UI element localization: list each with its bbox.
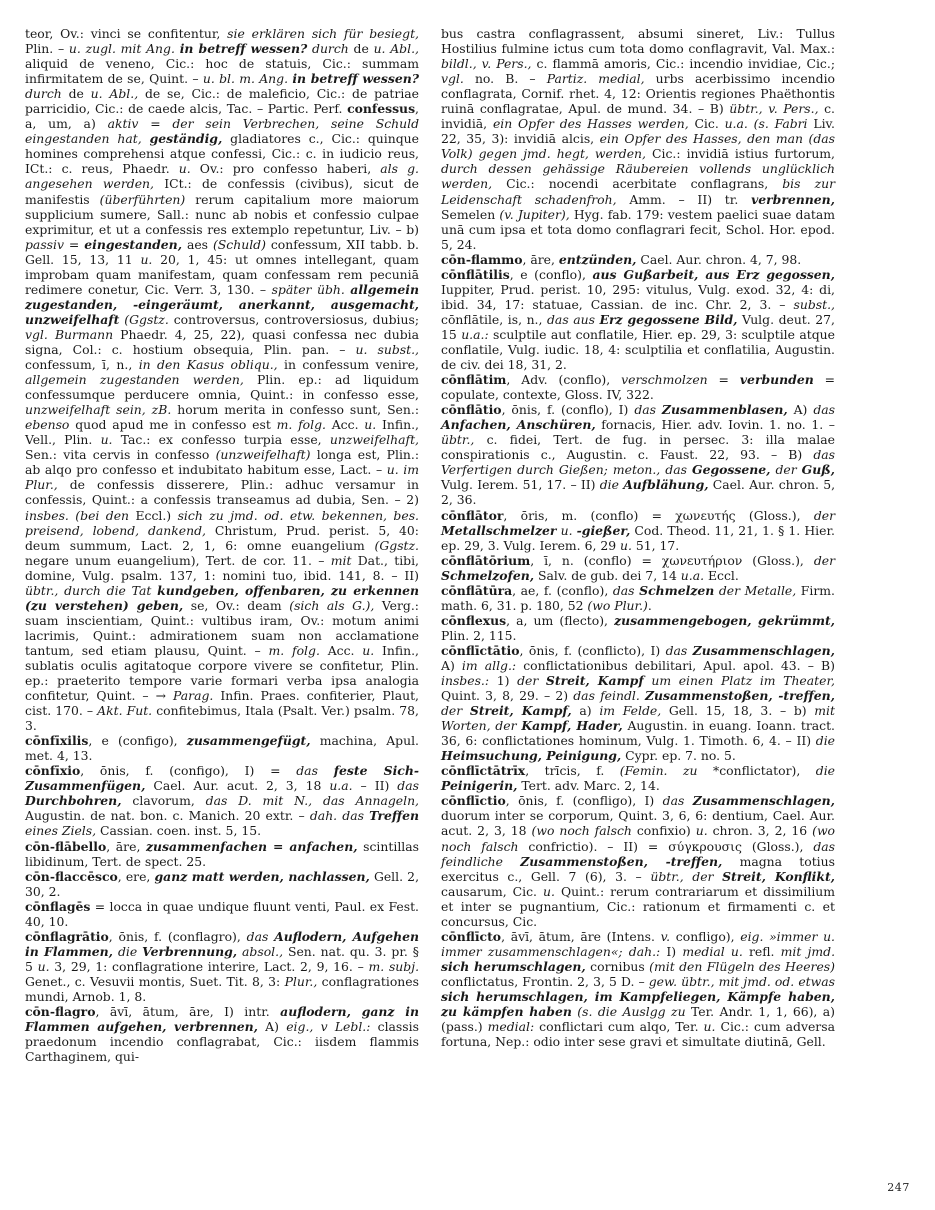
page-number: 247 [887, 1181, 910, 1194]
dictionary-entry: cōnflīctātio, ōnis, f. (conflicto), I) das Zusammenschlagen, A) im allg.: conflictationibus debilitari, Apul. apol. 43. – B) insbes.: 1) der Streit, Kampf um einen Platz im Theater, Quint. 3, 8, 29. – 2) das feindl. Zusammenstoßen, -treffen, der Streit, Kampf, a) im Felde, Gell. 15, 18, 3. – b) mit Worten, der Kampf, Hader, Augustin. in euang. Ioann. tract. 36, 6: conflictationes hominum, Vulg. 1. Timoth. 6, 4. – II) die Heimsuchung, Peinigung, Cypr. ep. 7. no. 5. [441, 642, 835, 764]
dictionary-entry: bus castra conflagrassent, absumi sineret, Liv.: Tullus Hostilius fulmine ictus cum tota domo conflagravit, Val. Max.: bildl., v. Pers., c. flammā amoris, Cic.: incendio invidiae, Cic.; vgl. no. B. – Partiz. medial, urbs acerbissimo incendio conflagrata, Cornif. rhet. 4, 12: Orientis regiones Phaëthontis ruinā conflagratae, Apul. de mund. 34. – B) übtr., v. Pers., c. invidiā, ein Opfer des Hasses werden, Cic. u.a. (s. Fabri Liv. 22, 35, 3): invidiā alcis, ein Opfer des Hasses, den man (das Volk) gegen jmd. hegt, werden, Cic.: invidiā istius furtorum, durch dessen gehässige Räubereien vollends unglücklich werden, Cic.: nocendi acerbitate conflagrans, bis zur Leidenschaft schadenfroh, Amm. – II) tr. verbrennen, Semelen (v. Jupiter), Hyg. fab. 179: vestem paelici suae datam unā cum ipsa et tota domo conflagrari fecit, Schol. Hor. epod. 5, 24. [441, 26, 836, 252]
dictionary-entry: cōnfīxilis, e (configo), zusammengefügt, machina, Apul. met. 4, 13. [25, 733, 419, 764]
left-column [25, 26, 419, 1064]
dictionary-entry: cōnflātim, Adv. (conflo), verschmolzen = verbunden = copulate, contexte, Gloss. IV, 322. [441, 372, 836, 403]
dictionary-entry: cōnflīctio, ōnis, f. (confligo), I) das Zusammenschlagen, duorum inter se corporum, Quint. 3, 6, 6: dentium, Cael. Aur. acut. 2, 3, 18 (wo noch falsch confixio) u. chron. 3, 2, 16 (wo noch falsch confrictio). – II) = σύγκρουσις (Gloss.), das feindliche Zusammenstoßen, -treffen, magna totius exercitus c., Gell. 7 (6), 3. – übtr., der Streit, Konflikt, causarum, Cic. u. Quint.: rerum contrariarum et dissimilium et inter se pugnantium, Cic.: rationum et firmamenti c. et concursus, Cic. [441, 793, 836, 929]
dictionary-entry: cōnflīcto, āvī, ātum, āre (Intens. v. confligo), eig. »immer u. immer zusammenschlagen«; dah.: I) medial u. refl. mit jmd. sich herumschlagen, cornibus (mit den Flügeln des Heeres) conflictatus, Frontin. 2, 3, 5 D. – gew. übtr., mit jmd. od. etwas sich herumschlagen, im Kampfeliegen, Kämpfe haben, zu kämpfen haben (s. die Auslgg zu Ter. Andr. 1, 1, 66), a) (pass.) medial: conflictari cum alqo, Ter. u. Cic.: cum adversa fortuna, Nep.: odio inter sese gravi et simultate diutinā, Gell. [441, 928, 836, 1050]
dictionary-entry: cōn-flammo, āre, entzünden, Cael. Aur. chron. 4, 7, 98. [441, 251, 802, 267]
dictionary-entry: cōnflātilis, e (conflo), aus Gußarbeit, aus Erz gegossen, Iuppiter, Prud. perist. 10, 295: vitulus, Vulg. exod. 32, 4: di, ibid. 34, 17: statuae, Cassian. de inc. Chr. 2, 3. – subst., cōnflātile, is, n., das aus Erz gegossene Bild, Vulg. deut. 27, 15 u.a.: sculptile aut conflatile, Hier. ep. 29, 3: sculptile atque conflatile, Vulg. iudic. 18, 4: sculptilia et conflatilia, Augustin. de civ. dei 18, 31, 2. [441, 266, 835, 373]
dictionary-entry: cōnflagēs = locca in quae undique fluunt venti, Paul. ex Fest. 40, 10. [25, 898, 419, 929]
dictionary-entry: cōnfīxio, ōnis, f. (configo), I) = das feste Sich-Zusammenfügen, Cael. Aur. acut. 2, 3, 18 u.a. – II) das Durchbohren, clavorum, das D. mit N., das Annageln, Augustin. de nat. bon. c. Manich. 20 extr. – dah. das Treffen eines Ziels, Cassian. coen. inst. 5, 15. [25, 763, 419, 839]
dictionary-entry: cōnflīctātrīx, trīcis, f. (Femin. zu *conflictator), die Peinigerin, Tert. adv. Marc. 2, 14. [441, 763, 835, 794]
dictionary-entry: teor, Ov.: vinci se confitentur, sie erklären sich für besiegt, Plin. – u. zugl. mit Ang. in betreff wessen? durch de u. Abl., aliquid de veneno, Cic.: hoc de statuis, Cic.: summam infirmitatem de se, Quint. – u. bl. m. Ang. in betreff wessen? durch de u. Abl., de se, Cic.: de maleficio, Cic.: de patriae parricidio, Cic.: de caede alcis, Tac. – Partic. Perf. confessus, a, um, a) aktiv = der sein Verbrechen, seine Schuld eingestanden hat, geständig, gladiatores c., Cic.: quinque homines comprehensi atque confessi, Cic.: c. in iudicio reus, ICt.: c. reus, Phaedr. u. Ov.: pro confesso haberi, als g. angesehen werden, ICt.: de confessis (civibus), sicut de manifestis (überführten) rerum capitalium more maiorum supplicium sumere, Sall.: nunc ab nobis et confessio culpae exprimitur, et ut a confessis res extemplo repetuntur, Liv. – b) passiv = eingestanden, aes (Schuld) confessum, XII tabb. b. Gell. 15, 13, 11 u. 20, 1, 45: ut omnes intellegant, quam improbam quam manifestam, quam confessam rem pecuniā redimere conetur, Cic. Verr. 3, 130. – später übh. allgemein zugestanden, -eingeräumt, anerkannt, ausgemacht, unzweifelhaft (Ggstz. controversus, controversiosus, dubius; vgl. Burmann Phaedr. 4, 25, 22), quasi confessa nec dubia signa, Col.: c. hostium obsequia, Plin. pan. – u. subst., confessum, ī, n., in den Kasus obliqu., in confessum venire, allgemein zugestanden werden, Plin. ep.: ad liquidum confessumque perducere omnia, Quint.: in confesso esse, unzweifelhaft sein, zB. horum merita in confesso sunt, Sen.: ebenso quod apud me in confesso est m. folg. Acc. u. Infin., Vell., Plin. u. Tac.: ex confesso turpia esse, unzweifelhaft, Sen.: vita cervis in confesso (unzweifelhaft) longa est, Plin.: ab alqo pro confesso et indubitato habitum esse, Lact. – u. im Plur., de confessis disserere, Plin.: adhuc versamur in confessis, Quint.: a confessis transeamus ad dubia, Sen. – 2) insbes. (bei den Eccl.) sich zu jmd. od. etw. bekennen, bes. preisend, lobend, dankend, Christum, Prud. perist. 5, 40: deum summum, Lact. 2, 1, 6: omne euangelium (Ggstz. negare unum euangelium), Tert. de cor. 11. – mit Dat., tibi, domine, Vulg. psalm. 137, 1: nomini tuo, ibid. 141, 8. – II) übtr., durch die Tat kundgeben, offenbaren, zu erkennen (zu verstehen) geben, se, Ov.: deam (sich als G.), Verg.: suam inscientiam, Quint.: vultibus iram, Ov.: motum animi lacrimis, Quint.: admirationem suam non acclamatione tantum, sed etiam plausu, Quint. – m. folg. Acc. u. Infin., sublatis oculis agitatoque corpore vivere se confitetur, Plin. ep.: praeterito tempore varie formari verba ipsa analogia confitetur, Quint. – → Parag. Infin. Praes. confiterier, Plaut, cist. 170. – Akt. Fut. confitebimus, Itala (Psalt. Ver.) psalm. 78, 3. [25, 26, 420, 734]
dictionary-entry: cōnflexus, a, um (flecto), zusammengebogen, gekrümmt, Plin. 2, 115. [441, 612, 835, 643]
dictionary-entry: cōnflātōrium, ī, n. (conflo) = χωνευτήριον (Gloss.), der Schmelzofen, Salv. de gub. dei 7, 14 u.a. Eccl. [441, 552, 835, 583]
two-column-layout [25, 26, 910, 1064]
dictionary-entry: cōnflātor, ōris, m. (conflo) = χωνευτής (Gloss.), der Metallschmelzer u. -gießer, Cod. Theod. 11, 21, 1. § 1. Hier. ep. 29, 3. Vulg. Ierem. 6, 29 u. 51, 17. [441, 507, 835, 553]
dictionary-entry: cōnflātūra, ae, f. (conflo), das Schmelzen der Metalle, Firm. math. 6, 31. p. 180, 52 (wo Plur.). [441, 582, 835, 613]
dictionary-entry: cōnflagrātio, ōnis, f. (conflagro), das Auflodern, Aufgehen in Flammen, die Verbrennung, absol., Sen. nat. qu. 3. pr. § 5 u. 3, 29, 1: conflagratione interire, Lact. 2, 9, 16. – m. subj. Genet., c. Vesuvii montis, Suet. Tit. 8, 3: Plur., conflagrationes mundi, Arnob. 1, 8. [25, 928, 420, 1004]
dictionary-entry: cōn-flaccēsco, ere, ganz matt werden, nachlassen, Gell. 2, 30, 2. [25, 868, 420, 899]
dictionary-entry: cōn-flābello, āre, zusammenfachen = anfachen, scintillas libidinum, Tert. de spect. 25. [25, 838, 419, 869]
dictionary-entry: cōn-flagro, āvī, ātum, āre, I) intr. auflodern, ganz in Flammen aufgehen, verbrennen, A) eig., v Lebl.: classis praedonum incendio conflagrabat, Cic.: iisdem flammis Carthaginem, qui- [25, 1004, 419, 1065]
dictionary-entry: cōnflātio, ōnis, f. (conflo), I) das Zusammenblasen, A) das Anfachen, Anschüren, fornacis, Hier. adv. Iovin. 1. no. 1. – übtr., c. fidei, Tert. de fug. in persec. 3: illa malae conspirationis c., Augustin. c. Faust. 22, 93. – B) das Verfertigen durch Gießen; meton., das Gegossene, der Guß, Vulg. Ierem. 51, 17. – II) die Aufblähung, Cael. Aur. chron. 5, 2, 36. [441, 402, 836, 508]
right-column [441, 26, 835, 1049]
